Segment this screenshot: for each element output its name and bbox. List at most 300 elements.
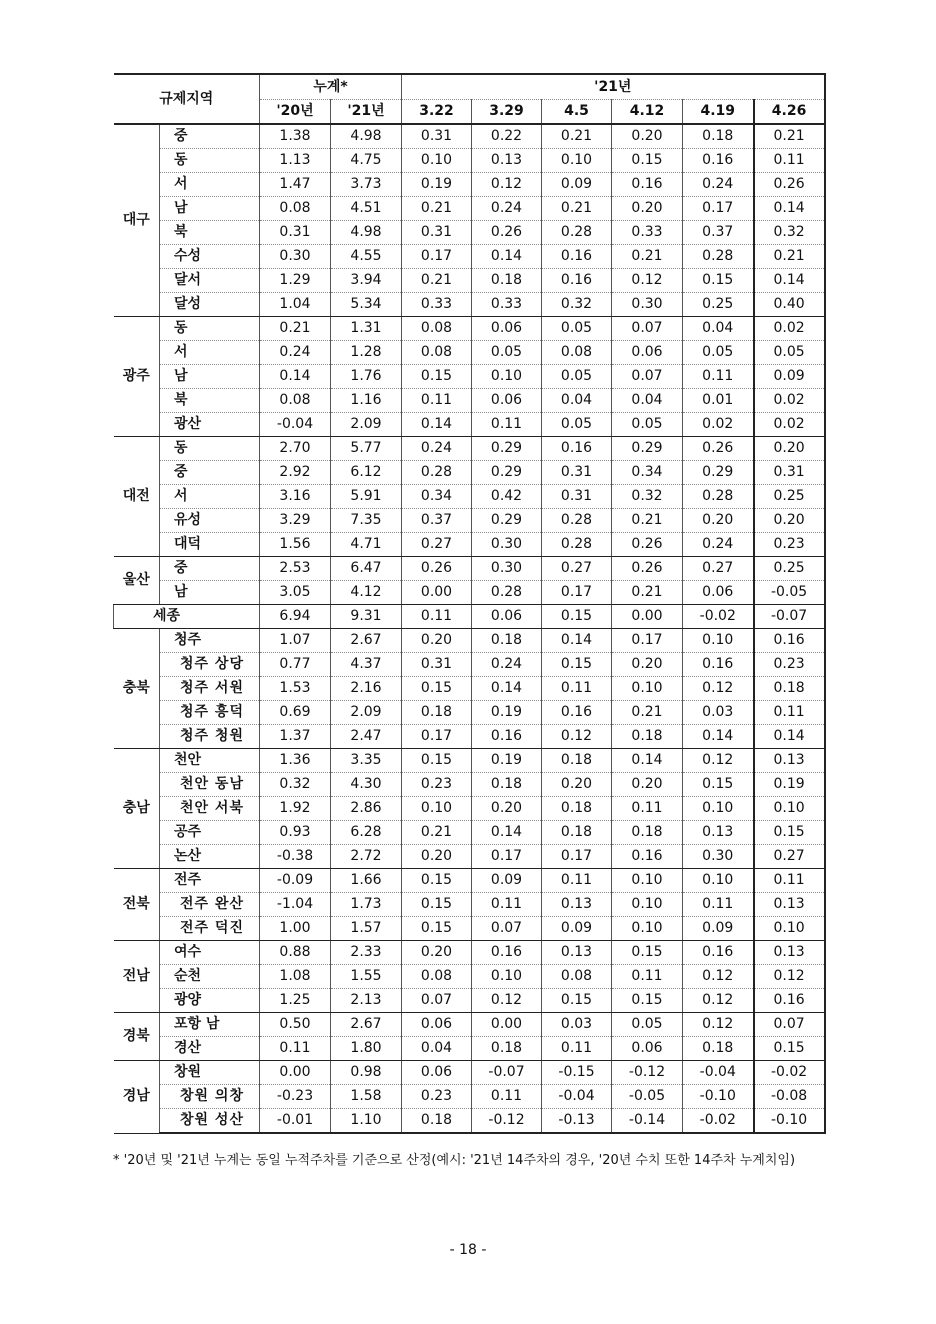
table-row bbox=[114, 293, 825, 317]
weekly-value: 0.07 bbox=[472, 917, 542, 941]
weekly-value: 0.09 bbox=[542, 173, 612, 197]
weekly-value: 0.21 bbox=[612, 245, 683, 269]
weekly-value: 0.12 bbox=[683, 677, 754, 701]
weekly-value: 0.15 bbox=[683, 269, 754, 293]
weekly-value: 0.21 bbox=[612, 701, 683, 725]
cumulative-value: 2.09 bbox=[331, 701, 402, 725]
weekly-value: -0.15 bbox=[542, 1061, 612, 1085]
weekly-value: 0.20 bbox=[402, 629, 472, 653]
weekly-value: 0.00 bbox=[472, 1013, 542, 1037]
cumulative-value: 2.47 bbox=[331, 725, 402, 749]
table-row bbox=[114, 1061, 825, 1085]
cumulative-value: 1.07 bbox=[260, 629, 331, 653]
weekly-value: 0.11 bbox=[612, 965, 683, 989]
table-row bbox=[114, 341, 825, 365]
price-change-table bbox=[113, 73, 826, 1134]
cumulative-value: 3.73 bbox=[331, 173, 402, 197]
cumulative-value: 1.53 bbox=[260, 677, 331, 701]
region-name: 충북 bbox=[114, 629, 160, 749]
weekly-value: 0.15 bbox=[612, 941, 683, 965]
weekly-value: 0.28 bbox=[683, 485, 754, 509]
weekly-value: 0.31 bbox=[542, 485, 612, 509]
cumulative-value: 1.76 bbox=[331, 365, 402, 389]
weekly-value: 0.29 bbox=[472, 461, 542, 485]
weekly-value: 0.23 bbox=[754, 653, 825, 677]
weekly-value: 0.10 bbox=[754, 917, 825, 941]
weekly-value: 0.08 bbox=[402, 317, 472, 341]
cumulative-value: 0.77 bbox=[260, 653, 331, 677]
weekly-value: 0.05 bbox=[542, 365, 612, 389]
weekly-value: -0.04 bbox=[683, 1061, 754, 1085]
weekly-value: 0.20 bbox=[402, 941, 472, 965]
cumulative-value: 0.98 bbox=[331, 1061, 402, 1085]
district-name: 청주 서원 bbox=[160, 677, 260, 701]
weekly-value: 0.12 bbox=[683, 1013, 754, 1037]
district-name: 천안 bbox=[160, 749, 260, 773]
weekly-value: 0.26 bbox=[612, 557, 683, 581]
weekly-value: 0.21 bbox=[754, 124, 825, 149]
weekly-value: 0.21 bbox=[542, 197, 612, 221]
weekly-value: 0.14 bbox=[754, 197, 825, 221]
weekly-value: 0.14 bbox=[472, 677, 542, 701]
weekly-value: 0.15 bbox=[612, 989, 683, 1013]
weekly-value: 0.28 bbox=[542, 509, 612, 533]
weekly-value: 0.31 bbox=[402, 653, 472, 677]
weekly-value: 0.11 bbox=[472, 413, 542, 437]
weekly-value: 0.06 bbox=[612, 1037, 683, 1061]
week-header: 4.19 bbox=[683, 100, 754, 125]
weekly-value: 0.21 bbox=[612, 509, 683, 533]
weekly-value: 0.15 bbox=[683, 773, 754, 797]
table-row bbox=[114, 845, 825, 869]
page-number: - 18 - bbox=[449, 1242, 487, 1258]
weekly-value: 0.18 bbox=[472, 269, 542, 293]
weekly-value: 0.16 bbox=[542, 701, 612, 725]
weekly-value: -0.10 bbox=[754, 1109, 825, 1134]
region-header: 규제지역 bbox=[114, 74, 260, 124]
weekly-value: 0.30 bbox=[472, 557, 542, 581]
weekly-value: 0.14 bbox=[683, 725, 754, 749]
weekly-value: 0.11 bbox=[542, 677, 612, 701]
weekly-value: 0.25 bbox=[754, 485, 825, 509]
table-row bbox=[114, 677, 825, 701]
table-row bbox=[114, 269, 825, 293]
weekly-value: 0.34 bbox=[612, 461, 683, 485]
weekly-value: 0.12 bbox=[683, 965, 754, 989]
weekly-value: 0.05 bbox=[542, 317, 612, 341]
weekly-value: 0.34 bbox=[402, 485, 472, 509]
table-row bbox=[114, 749, 825, 773]
weekly-value: 0.12 bbox=[754, 965, 825, 989]
weekly-value: 0.10 bbox=[754, 797, 825, 821]
weekly-value: 0.20 bbox=[472, 797, 542, 821]
weekly-value: 0.10 bbox=[683, 797, 754, 821]
cumulative-value: 1.25 bbox=[260, 989, 331, 1013]
table-row bbox=[114, 605, 825, 629]
weekly-value: 0.06 bbox=[472, 389, 542, 413]
weekly-value: 0.23 bbox=[402, 773, 472, 797]
weekly-value: 0.10 bbox=[683, 629, 754, 653]
weekly-value: 0.10 bbox=[542, 149, 612, 173]
weekly-value: 0.17 bbox=[542, 845, 612, 869]
cumulative-value: 0.88 bbox=[260, 941, 331, 965]
weekly-value: 0.27 bbox=[683, 557, 754, 581]
year-header: '21년 bbox=[402, 74, 825, 100]
weekly-value: 0.13 bbox=[683, 821, 754, 845]
cumulative-value: 2.72 bbox=[331, 845, 402, 869]
table-row bbox=[114, 965, 825, 989]
weekly-value: 0.11 bbox=[402, 605, 472, 629]
weekly-value: 0.18 bbox=[683, 124, 754, 149]
weekly-value: 0.21 bbox=[612, 581, 683, 605]
weekly-value: 0.02 bbox=[683, 413, 754, 437]
weekly-value: 0.24 bbox=[472, 653, 542, 677]
region-name: 광주 bbox=[114, 317, 160, 437]
region-name: 대전 bbox=[114, 437, 160, 557]
cumulative-value: 7.35 bbox=[331, 509, 402, 533]
table-row bbox=[114, 317, 825, 341]
weekly-value: 0.21 bbox=[402, 821, 472, 845]
weekly-value: 0.32 bbox=[612, 485, 683, 509]
cumulative-value: 1.38 bbox=[260, 124, 331, 149]
table-row bbox=[114, 365, 825, 389]
weekly-value: 0.23 bbox=[402, 1085, 472, 1109]
weekly-value: 0.18 bbox=[402, 701, 472, 725]
region-name: 전남 bbox=[114, 941, 160, 1013]
weekly-value: 0.15 bbox=[612, 149, 683, 173]
district-name: 세종 bbox=[114, 605, 260, 629]
table-row bbox=[114, 173, 825, 197]
district-name: 동 bbox=[160, 437, 260, 461]
district-name: 서 bbox=[160, 485, 260, 509]
table-row bbox=[114, 221, 825, 245]
weekly-value: 0.21 bbox=[754, 245, 825, 269]
table-row bbox=[114, 533, 825, 557]
weekly-value: 0.12 bbox=[472, 989, 542, 1013]
weekly-value: 0.10 bbox=[612, 677, 683, 701]
cumulative-value: 3.16 bbox=[260, 485, 331, 509]
table-row bbox=[114, 389, 825, 413]
table-row bbox=[114, 437, 825, 461]
cumulative-value: 2.67 bbox=[331, 1013, 402, 1037]
district-name: 논산 bbox=[160, 845, 260, 869]
weekly-value: 0.21 bbox=[542, 124, 612, 149]
region-name: 경북 bbox=[114, 1013, 160, 1061]
cumulative-value: 1.92 bbox=[260, 797, 331, 821]
weekly-value: 0.21 bbox=[402, 269, 472, 293]
weekly-value: 0.15 bbox=[402, 893, 472, 917]
cumulative-value: -1.04 bbox=[260, 893, 331, 917]
district-name: 달성 bbox=[160, 293, 260, 317]
weekly-value: 0.21 bbox=[402, 197, 472, 221]
week-header: 3.29 bbox=[472, 100, 542, 125]
district-name: 전주 bbox=[160, 869, 260, 893]
cumulative-value: 0.21 bbox=[260, 317, 331, 341]
district-name: 전주 완산 bbox=[160, 893, 260, 917]
district-name: 북 bbox=[160, 221, 260, 245]
table-row bbox=[114, 917, 825, 941]
weekly-value: 0.18 bbox=[402, 1109, 472, 1134]
cumulative-value: 4.98 bbox=[331, 221, 402, 245]
weekly-value: 0.05 bbox=[542, 413, 612, 437]
cumulative-value: 2.92 bbox=[260, 461, 331, 485]
table-row bbox=[114, 893, 825, 917]
weekly-value: 0.02 bbox=[754, 413, 825, 437]
cumulative-value: 1.56 bbox=[260, 533, 331, 557]
weekly-value: 0.18 bbox=[754, 677, 825, 701]
table-header bbox=[114, 74, 825, 124]
cumulative-value: 2.67 bbox=[331, 629, 402, 653]
weekly-value: 0.29 bbox=[612, 437, 683, 461]
district-name: 청주 상당 bbox=[160, 653, 260, 677]
weekly-value: 0.33 bbox=[612, 221, 683, 245]
weekly-value: 0.22 bbox=[472, 124, 542, 149]
weekly-value: 0.09 bbox=[472, 869, 542, 893]
cumulative-value: 0.24 bbox=[260, 341, 331, 365]
weekly-value: 0.31 bbox=[542, 461, 612, 485]
cumulative-value: 2.16 bbox=[331, 677, 402, 701]
cumulative-value: 5.77 bbox=[331, 437, 402, 461]
weekly-value: 0.20 bbox=[612, 197, 683, 221]
region-name: 충남 bbox=[114, 749, 160, 869]
weekly-value: 0.28 bbox=[402, 461, 472, 485]
weekly-value: 0.18 bbox=[472, 773, 542, 797]
weekly-value: 0.20 bbox=[683, 509, 754, 533]
table-row bbox=[114, 1085, 825, 1109]
weekly-value: -0.07 bbox=[754, 605, 825, 629]
weekly-value: 0.10 bbox=[683, 869, 754, 893]
cumulative-value: 0.32 bbox=[260, 773, 331, 797]
weekly-value: -0.10 bbox=[683, 1085, 754, 1109]
cumulative-value: -0.38 bbox=[260, 845, 331, 869]
footnote: * '20년 및 '21년 누계는 동일 누적주차를 기준으로 산정(예시: '21년 14주차의 경우, '20년 수치 또한 14주차 누계치임) bbox=[113, 1153, 796, 1168]
weekly-value: 0.05 bbox=[612, 413, 683, 437]
weekly-value: 0.14 bbox=[754, 725, 825, 749]
weekly-value: 0.16 bbox=[542, 269, 612, 293]
weekly-value: 0.32 bbox=[542, 293, 612, 317]
cumulative-value: 1.16 bbox=[331, 389, 402, 413]
district-name: 남 bbox=[160, 581, 260, 605]
cumulative-value: 1.73 bbox=[331, 893, 402, 917]
weekly-value: 0.10 bbox=[472, 965, 542, 989]
cumulative-year-header: '21년 bbox=[331, 100, 402, 125]
weekly-value: 0.16 bbox=[612, 173, 683, 197]
weekly-value: 0.19 bbox=[402, 173, 472, 197]
weekly-value: 0.12 bbox=[472, 173, 542, 197]
weekly-value: 0.16 bbox=[472, 725, 542, 749]
weekly-value: 0.08 bbox=[542, 965, 612, 989]
cumulative-value: 1.28 bbox=[331, 341, 402, 365]
weekly-value: 0.06 bbox=[472, 605, 542, 629]
weekly-value: 0.16 bbox=[683, 941, 754, 965]
weekly-value: 0.20 bbox=[612, 653, 683, 677]
cumulative-value: 1.58 bbox=[331, 1085, 402, 1109]
weekly-value: 0.15 bbox=[402, 677, 472, 701]
cumulative-value: 4.51 bbox=[331, 197, 402, 221]
cumulative-value: 2.70 bbox=[260, 437, 331, 461]
weekly-value: 0.15 bbox=[402, 869, 472, 893]
weekly-value: 0.15 bbox=[754, 821, 825, 845]
weekly-value: 0.11 bbox=[683, 365, 754, 389]
cumulative-value: 0.08 bbox=[260, 197, 331, 221]
weekly-value: 0.27 bbox=[754, 845, 825, 869]
district-name: 청주 bbox=[160, 629, 260, 653]
district-name: 창원 성산 bbox=[160, 1109, 260, 1134]
weekly-value: 0.13 bbox=[754, 893, 825, 917]
weekly-value: 0.06 bbox=[402, 1061, 472, 1085]
district-name: 전주 덕진 bbox=[160, 917, 260, 941]
region-name: 대구 bbox=[114, 124, 160, 317]
weekly-value: 0.19 bbox=[472, 701, 542, 725]
weekly-value: 0.17 bbox=[612, 629, 683, 653]
weekly-value: 0.03 bbox=[683, 701, 754, 725]
weekly-value: 0.19 bbox=[472, 749, 542, 773]
weekly-value: 0.13 bbox=[472, 149, 542, 173]
weekly-value: 0.12 bbox=[683, 989, 754, 1013]
cumulative-value: 1.55 bbox=[331, 965, 402, 989]
weekly-value: 0.20 bbox=[612, 124, 683, 149]
cumulative-value: 5.91 bbox=[331, 485, 402, 509]
weekly-value: 0.09 bbox=[754, 365, 825, 389]
weekly-value: 0.13 bbox=[542, 941, 612, 965]
weekly-value: 0.11 bbox=[683, 893, 754, 917]
weekly-value: 0.14 bbox=[472, 245, 542, 269]
cumulative-value: 1.08 bbox=[260, 965, 331, 989]
weekly-value: 0.26 bbox=[754, 173, 825, 197]
table-row bbox=[114, 773, 825, 797]
weekly-value: 0.18 bbox=[683, 1037, 754, 1061]
weekly-value: 0.15 bbox=[754, 1037, 825, 1061]
table-row bbox=[114, 701, 825, 725]
weekly-value: 0.16 bbox=[472, 941, 542, 965]
weekly-value: 0.09 bbox=[683, 917, 754, 941]
cumulative-value: 4.98 bbox=[331, 124, 402, 149]
cumulative-value: 1.36 bbox=[260, 749, 331, 773]
weekly-value: 0.10 bbox=[402, 797, 472, 821]
weekly-value: 0.20 bbox=[754, 437, 825, 461]
table-row bbox=[114, 653, 825, 677]
weekly-value: 0.17 bbox=[542, 581, 612, 605]
district-name: 경산 bbox=[160, 1037, 260, 1061]
cumulative-value: 0.31 bbox=[260, 221, 331, 245]
weekly-value: 0.17 bbox=[402, 245, 472, 269]
weekly-value: -0.12 bbox=[612, 1061, 683, 1085]
weekly-value: 0.25 bbox=[754, 557, 825, 581]
weekly-value: 0.16 bbox=[683, 653, 754, 677]
cumulative-value: 1.13 bbox=[260, 149, 331, 173]
district-name: 중 bbox=[160, 124, 260, 149]
weekly-value: -0.12 bbox=[472, 1109, 542, 1134]
district-name: 공주 bbox=[160, 821, 260, 845]
cumulative-value: 1.10 bbox=[331, 1109, 402, 1134]
weekly-value: 0.00 bbox=[402, 581, 472, 605]
week-header: 4.5 bbox=[542, 100, 612, 125]
weekly-value: 0.10 bbox=[402, 149, 472, 173]
weekly-value: 0.18 bbox=[472, 1037, 542, 1061]
cumulative-value: 9.31 bbox=[331, 605, 402, 629]
table-row bbox=[114, 869, 825, 893]
weekly-value: 0.16 bbox=[612, 845, 683, 869]
weekly-value: 0.20 bbox=[612, 773, 683, 797]
weekly-value: -0.02 bbox=[683, 1109, 754, 1134]
weekly-value: 0.31 bbox=[754, 461, 825, 485]
table-row bbox=[114, 581, 825, 605]
cumulative-value: 4.30 bbox=[331, 773, 402, 797]
cumulative-value: 3.94 bbox=[331, 269, 402, 293]
weekly-value: 0.18 bbox=[542, 821, 612, 845]
weekly-value: 0.05 bbox=[683, 341, 754, 365]
weekly-value: 0.06 bbox=[472, 317, 542, 341]
table-row bbox=[114, 557, 825, 581]
weekly-value: 0.26 bbox=[402, 557, 472, 581]
cumulative-value: 6.12 bbox=[331, 461, 402, 485]
district-name: 광양 bbox=[160, 989, 260, 1013]
weekly-value: -0.13 bbox=[542, 1109, 612, 1134]
weekly-value: 0.11 bbox=[472, 893, 542, 917]
weekly-value: 0.20 bbox=[542, 773, 612, 797]
weekly-value: 0.14 bbox=[472, 821, 542, 845]
weekly-value: 0.24 bbox=[402, 437, 472, 461]
weekly-value: 0.10 bbox=[612, 893, 683, 917]
cumulative-value: 1.57 bbox=[331, 917, 402, 941]
weekly-value: 0.13 bbox=[754, 941, 825, 965]
cumulative-value: 1.04 bbox=[260, 293, 331, 317]
weekly-value: 0.10 bbox=[612, 917, 683, 941]
cumulative-value: 0.08 bbox=[260, 389, 331, 413]
weekly-value: 0.13 bbox=[542, 893, 612, 917]
region-name: 울산 bbox=[114, 557, 160, 605]
weekly-value: 0.20 bbox=[754, 509, 825, 533]
district-name: 천안 서북 bbox=[160, 797, 260, 821]
weekly-value: 0.06 bbox=[683, 581, 754, 605]
table-row bbox=[114, 941, 825, 965]
table-row bbox=[114, 509, 825, 533]
table-row bbox=[114, 1109, 825, 1134]
weekly-value: 0.16 bbox=[542, 437, 612, 461]
cumulative-value: 1.00 bbox=[260, 917, 331, 941]
table-row bbox=[114, 149, 825, 173]
cumulative-value: 5.34 bbox=[331, 293, 402, 317]
weekly-value: 0.12 bbox=[542, 725, 612, 749]
weekly-value: 0.16 bbox=[754, 989, 825, 1013]
weekly-value: 0.33 bbox=[402, 293, 472, 317]
cumulative-value: 1.29 bbox=[260, 269, 331, 293]
weekly-value: 0.18 bbox=[542, 749, 612, 773]
weekly-value: 0.15 bbox=[402, 365, 472, 389]
weekly-value: 0.15 bbox=[402, 749, 472, 773]
weekly-value: 0.15 bbox=[542, 989, 612, 1013]
weekly-value: 0.03 bbox=[542, 1013, 612, 1037]
weekly-value: 0.28 bbox=[472, 581, 542, 605]
weekly-value: 0.11 bbox=[754, 149, 825, 173]
cumulative-value: 1.47 bbox=[260, 173, 331, 197]
weekly-value: 0.14 bbox=[612, 749, 683, 773]
weekly-value: 0.02 bbox=[754, 317, 825, 341]
weekly-value: 0.28 bbox=[542, 533, 612, 557]
table-row bbox=[114, 821, 825, 845]
weekly-value: -0.08 bbox=[754, 1085, 825, 1109]
weekly-value: 0.14 bbox=[754, 269, 825, 293]
district-name: 순천 bbox=[160, 965, 260, 989]
weekly-value: 0.30 bbox=[472, 533, 542, 557]
table-row bbox=[114, 485, 825, 509]
cumulative-value: 3.05 bbox=[260, 581, 331, 605]
cumulative-value: 3.35 bbox=[331, 749, 402, 773]
table-row bbox=[114, 124, 825, 149]
weekly-value: 0.06 bbox=[612, 341, 683, 365]
cumulative-value: -0.04 bbox=[260, 413, 331, 437]
weekly-value: 0.30 bbox=[612, 293, 683, 317]
